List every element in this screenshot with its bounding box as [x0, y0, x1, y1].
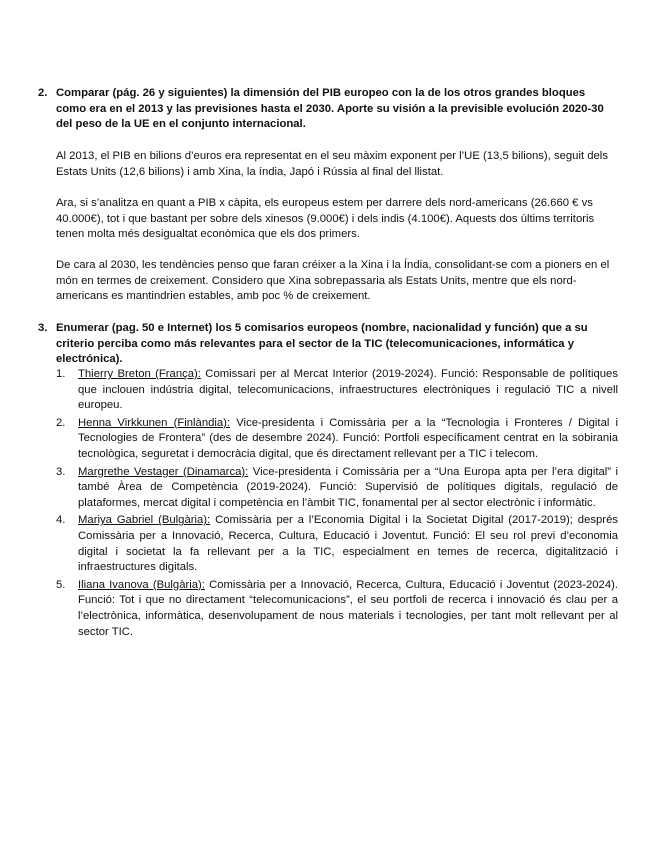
commissioner-description: Vice-presidenta i Comissària per a la “Tecnologia i Fronteres / Digital i Tecnologies de Frontera” (des de desembre 2024). Funció: Portfoli específicament centrat en la sobirania tecnològica, seguretat i democràcia digital, que és directament rellevant per a TIC i telecom. — [78, 416, 619, 460]
question-text: Enumerar (pag. 50 e Internet) los 5 comisarios europeos (nombre, nacionalidad y función) que a su criterio perciba como más relevantes para el sector de la TIC (telecomunicaciones, informática y electrónica). — [56, 322, 588, 366]
list-item-number: 5. — [56, 578, 66, 591]
answer-paragraph-3: De cara al 2030, les tendències penso que faran créixer a la Xina i la Índia, consolidant-se com a pioners en el món en termes de creixement. Considero que Xina sobrepassaria als Estats Units, mentre que els nord-americans es mantindrien estables, amb poc % de creixement. — [56, 259, 610, 303]
commissioner-name: Mariya Gabriel (Bulgària): — [78, 514, 211, 527]
commissioner-name: Thierry Breton (França): — [78, 368, 201, 380]
list-item-number: 2. — [56, 416, 66, 429]
commissioner-name: Henna Virkkunen (Finlàndia): — [78, 416, 231, 429]
commissioner-name: Iliana Ivanova (Bulgària): — [78, 578, 205, 591]
list-item — [56, 367, 618, 414]
list-item — [56, 465, 618, 512]
commissioner-list — [56, 367, 618, 642]
answer-paragraph-2: Ara, si s’analitza en quant a PIB x càpita, els europeus estem per darrere dels nord-americans (26.660 € vs 40.000€), tot i que bastant per sobre dels xinesos (9.000€) i dels indis (4.100€). Aquests dos últims territoris tenen molta més desigualtat econòmica que els dos primers. — [56, 197, 595, 241]
list-item-number: 3. — [56, 465, 66, 478]
list-item — [56, 578, 618, 640]
question-2 — [38, 86, 618, 133]
commissioner-name: Margrethe Vestager (Dinamarca): — [78, 465, 249, 478]
question-number: 2. — [38, 87, 48, 99]
commissioner-description: Comissària per a l’Economia Digital i la Societat Digital (2017-2019); després Comissària per a Innovació, Recerca, Cultura, Educació i Joventut. Funció: El seu rol previ d’economia digital i societat la fa rellevant per a la TIC, especialment en temes de recerca, digitalització i infraestructures digitals. — [78, 514, 618, 574]
commissioner-description: Vice-presidenta i Comissària per a “Una Europa apta per l’era digital” i també Àrea de Competència (2019-2024). Funció: Supervisió de polítiques digitals, regulació de plataformes, mercat digital i competència en l’àmbit TIC, fonamental per al sector electrònic i informàtic. — [78, 465, 619, 509]
list-item — [56, 513, 618, 575]
commissioner-description: Comissari per al Mercat Interior (2019-2024). Funció: Responsable de polítiques que inclouen indústria digital, telecomunicacions, infraestructures electròniques i regulació TIC a nivell europeu. — [78, 368, 618, 412]
list-item-number: 1. — [56, 368, 66, 380]
answer-paragraph-1: Al 2013, el PIB en bilions d’euros era representat en el seu màxim exponent per l’UE (13,5 bilions), seguit dels Estats Units (12,6 bilions) i amb Xina, la índia, Japó i Rússia al final del llistat. — [56, 150, 608, 178]
list-item-number: 4. — [56, 514, 66, 527]
question-text: Comparar (pág. 26 y siguientes) la dimensión del PIB europeo con la de los otros grandes bloques como era en el 2013 y las previsiones hasta el 2030. Aporte su visión a la previsible evolución 2020-30 del peso de la UE en el conjunto internacional. — [56, 87, 604, 131]
question-number: 3. — [38, 322, 48, 334]
commissioner-description: Comissària per a Innovació, Recerca, Cultura, Educació i Joventut (2023-2024). Funció: Tot i que no directament “telecomunicacions”, el seu portfoli de recerca i innovació és clau per a l’electrònica, informàtica, desenvolupament de nous materials i tecnologies, per tant molt rellevant per al sector TIC. — [78, 578, 618, 638]
question-3 — [38, 321, 618, 368]
list-item — [56, 416, 618, 463]
